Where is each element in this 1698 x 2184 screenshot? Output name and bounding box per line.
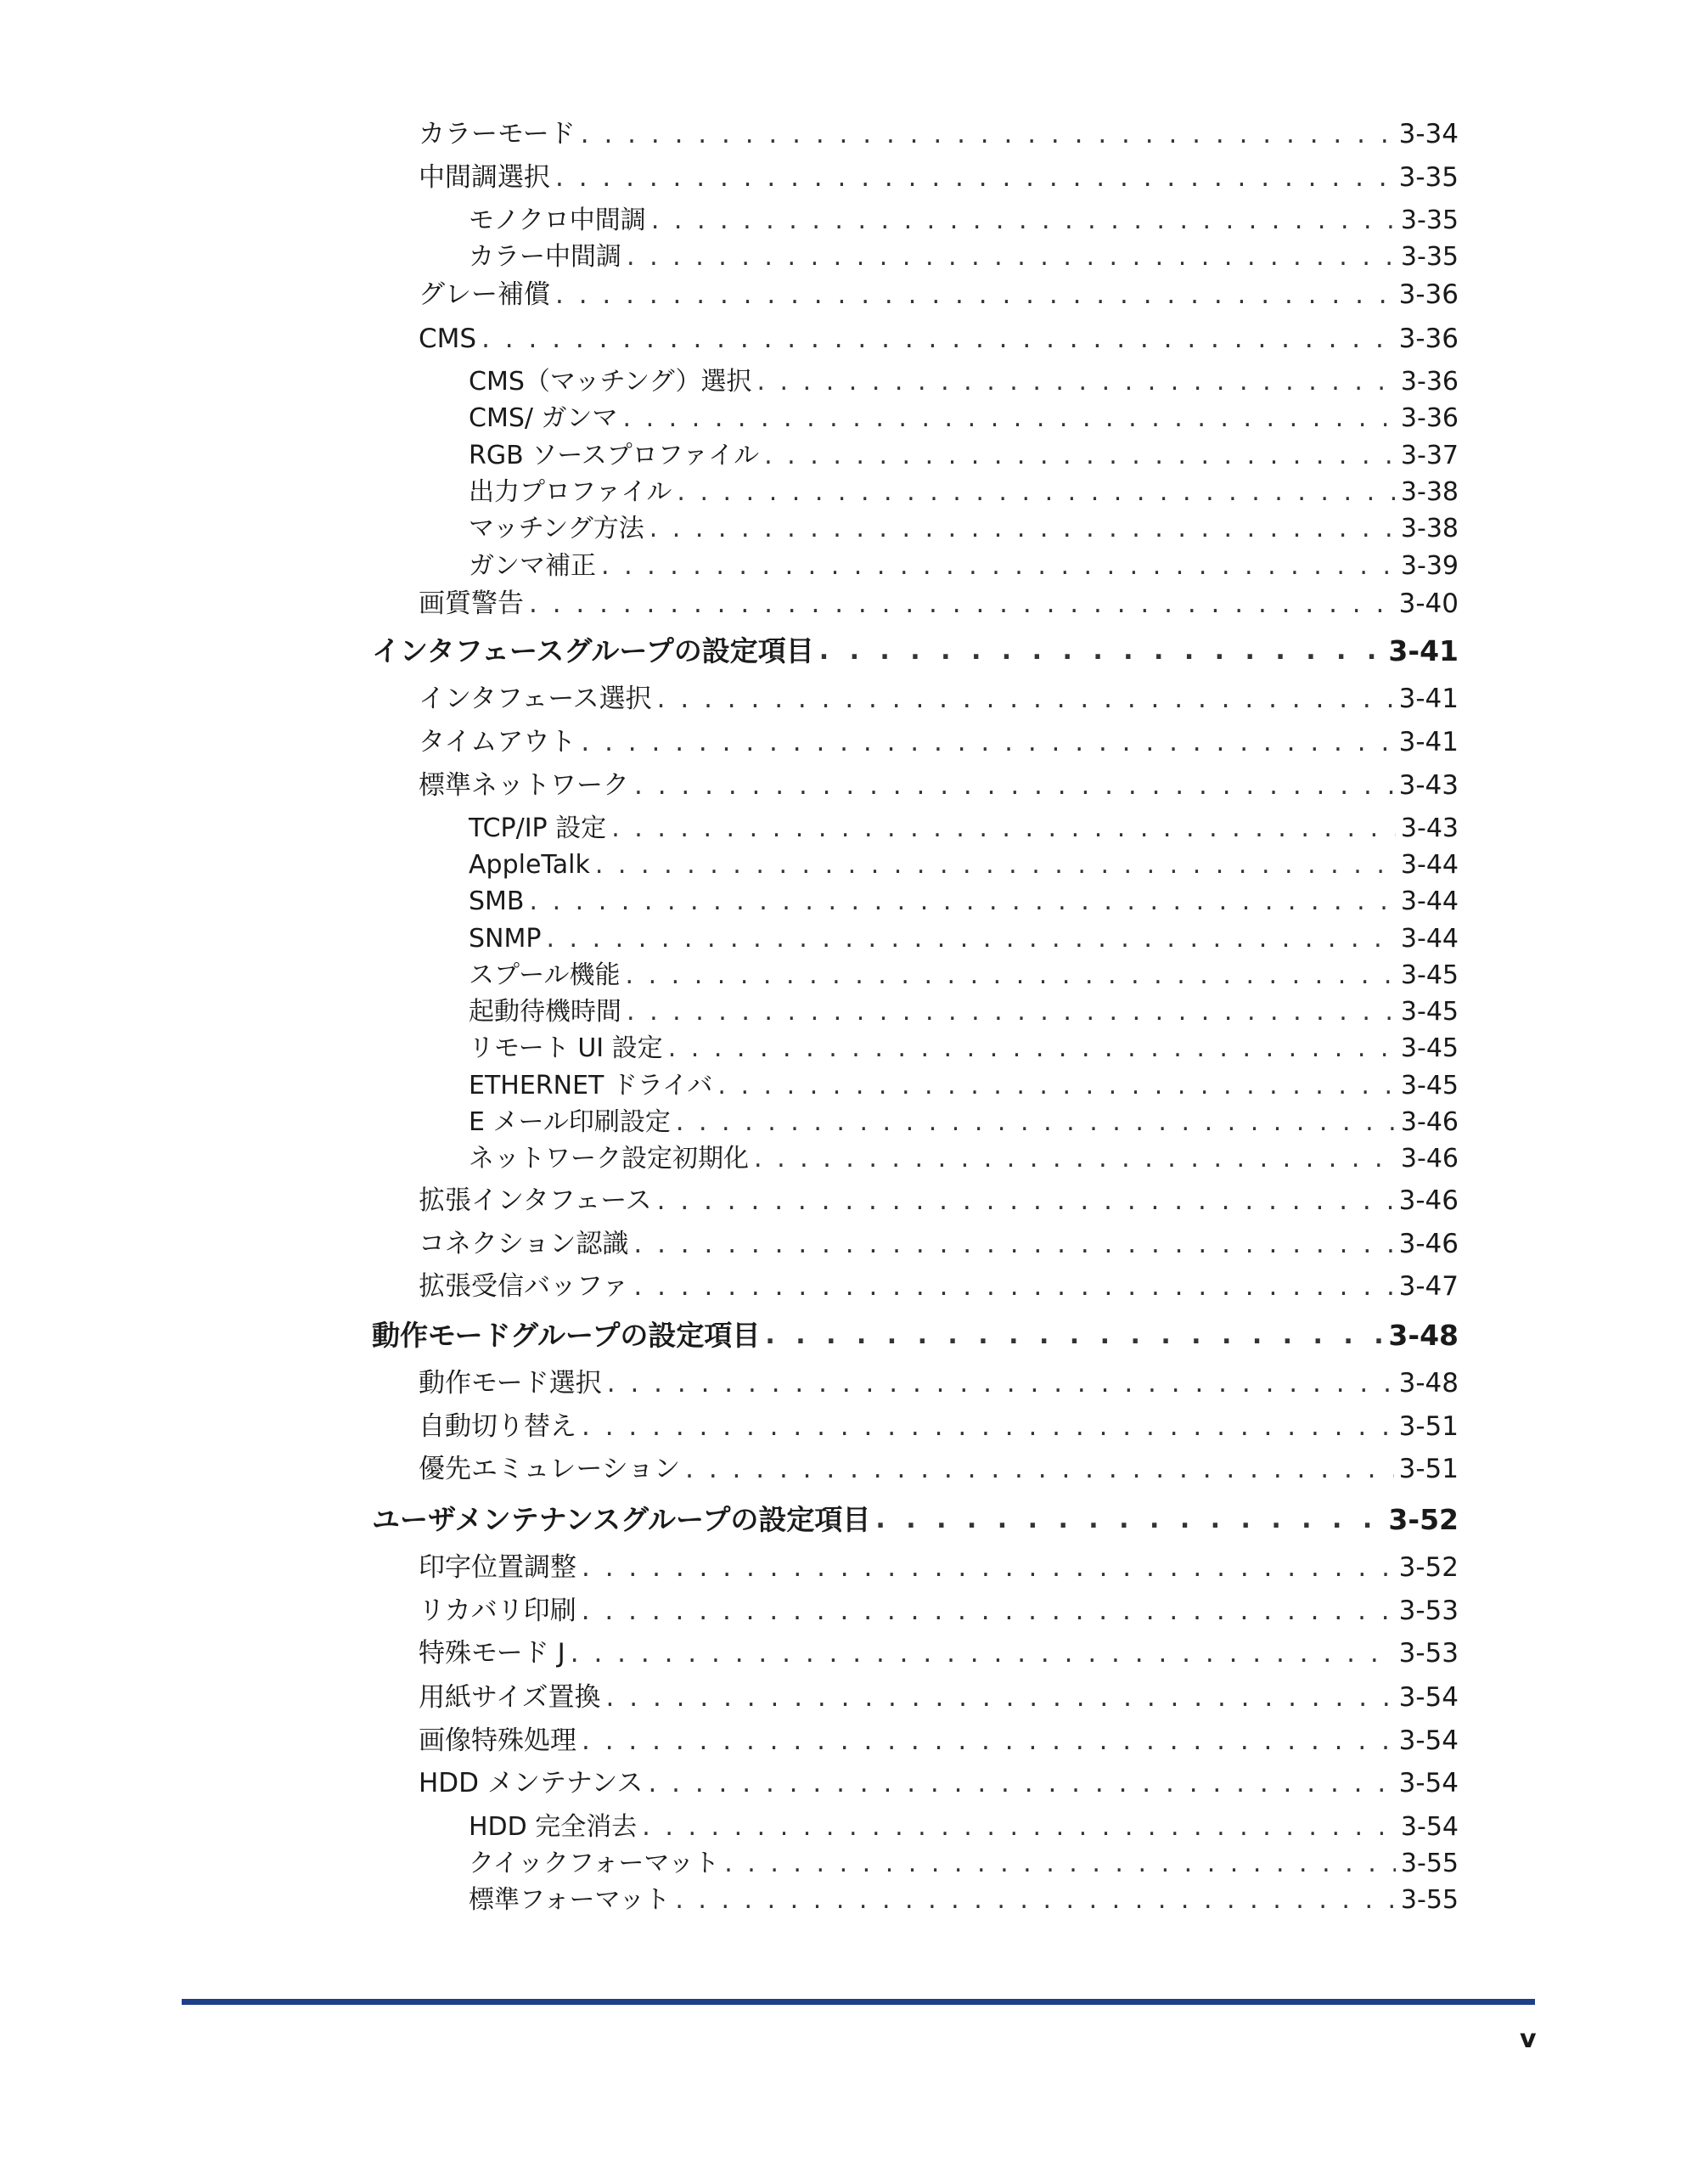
toc-entry-title: カラーモード [419,119,576,149]
toc-entry-title: SMB [469,887,525,916]
dot-leader [607,1366,1394,1400]
dot-leader [582,1724,1394,1758]
dot-leader [606,1680,1394,1714]
toc-entry[interactable] [419,278,1459,312]
dot-leader [601,550,1396,583]
toc-entry-page: 3-41 [1398,727,1459,757]
dot-leader [581,725,1393,759]
toc-entry[interactable] [469,366,1459,398]
toc-entry-title: 用紙サイズ置換 [419,1682,601,1713]
toc-entry[interactable] [469,1811,1459,1843]
toc-entry-title: RGB ソースプロファイル [469,441,760,470]
toc-entry-title: AppleTalk [469,850,590,880]
dot-leader [717,1070,1396,1102]
toc-entry-page: 3-53 [1398,1638,1459,1669]
toc-entry-page: 3-44 [1400,887,1459,916]
toc-entry[interactable] [419,1366,1459,1400]
toc-entry[interactable] [419,322,1459,356]
toc-entry-page: 3-52 [1388,1503,1459,1536]
toc-entry-title: 自動切り替え [419,1411,576,1442]
toc-entry-title: HDD メンテナンス [419,1768,644,1798]
toc-entry-page: 3-35 [1400,242,1459,272]
toc-entry-title: 印字位置調整 [419,1552,576,1583]
toc-entry-page: 3-51 [1398,1411,1459,1442]
toc-entry-title: 出力プロファイル [469,477,672,507]
toc-entry[interactable] [419,725,1459,759]
dot-leader [875,1501,1383,1539]
dot-leader [633,1227,1393,1261]
toc-entry-page: 3-41 [1388,634,1459,667]
dot-leader [642,1811,1396,1843]
toc-entry[interactable] [419,117,1459,151]
dot-leader [634,768,1394,802]
toc-entry[interactable] [469,996,1459,1028]
toc-entry-title: 動作モード選択 [419,1368,602,1399]
toc-entry[interactable] [419,1452,1459,1486]
dot-leader [481,322,1394,356]
dot-leader [595,849,1396,881]
toc-entry-page: 3-39 [1400,551,1459,581]
toc-entry[interactable] [419,1227,1459,1261]
toc-entry-page: 3-36 [1398,324,1459,354]
toc-entry-page: 3-45 [1400,960,1459,990]
dot-leader [582,1594,1394,1628]
toc-entry[interactable] [419,1410,1459,1444]
toc-entry-title: 拡張受信バッファ [419,1271,629,1302]
toc-entry[interactable] [469,205,1459,237]
toc-entry[interactable] [419,1636,1459,1670]
toc-entry-page: 3-36 [1400,367,1459,397]
toc-entry-title: 中間調選択 [419,162,550,193]
toc-section-entry[interactable] [372,1317,1459,1354]
toc-entry-title: E メール印刷設定 [469,1107,671,1137]
toc-section-entry[interactable] [372,633,1459,670]
dot-leader [611,813,1396,845]
toc-entry-page: 3-40 [1398,588,1459,619]
toc-entry-page: 3-48 [1398,1368,1459,1399]
toc-entry-page: 3-44 [1400,924,1459,954]
toc-entry-page: 3-54 [1398,1682,1459,1713]
dot-leader [529,587,1394,621]
dot-leader [555,160,1394,194]
toc-entry-title: HDD 完全消去 [469,1812,638,1842]
toc-entry-title: ネットワーク設定初期化 [469,1144,749,1174]
dot-leader [581,117,1394,151]
dot-leader [657,682,1394,716]
toc-entry-title: 優先エミュレーション [419,1454,681,1484]
dot-leader [633,1269,1393,1303]
toc-entry-title: インタフェースグループの設定項目 [372,634,814,667]
toc-entry-page: 3-46 [1400,1107,1459,1137]
toc-entry-title: カラー中間調 [469,242,621,272]
toc-entry-title: 画像特殊処理 [419,1725,576,1756]
toc-entry[interactable] [419,1594,1459,1628]
toc-entry[interactable] [469,476,1459,509]
toc-entry-title: リモート UI 設定 [469,1033,663,1063]
dot-leader [819,633,1384,670]
dot-leader [677,476,1396,509]
toc-entry-title: モノクロ中間調 [469,205,646,235]
toc-entry-page: 3-55 [1400,1885,1459,1915]
dot-leader [675,1884,1396,1917]
toc-entry-title: 画質警告 [419,588,524,619]
toc-entry-page: 3-43 [1400,813,1459,843]
toc-entry[interactable] [469,923,1459,955]
toc-entry-title: 標準フォーマット [469,1885,671,1915]
toc-entry-title: SNMP [469,924,542,954]
toc-entry-title: スプール機能 [469,960,621,990]
toc-entry-page: 3-34 [1398,119,1459,149]
toc-entry-page: 3-54 [1400,1812,1459,1842]
toc-entry[interactable] [469,849,1459,881]
page-number: v [1520,2024,1537,2054]
toc-entry[interactable] [469,402,1459,435]
toc-entry[interactable] [419,1766,1459,1800]
toc-entry-page: 3-51 [1398,1454,1459,1484]
dot-leader [626,960,1396,992]
toc-entry-page: 3-55 [1400,1849,1459,1878]
toc-entry-page: 3-45 [1400,1033,1459,1063]
toc-entry[interactable] [469,1848,1459,1880]
toc-entry[interactable] [419,682,1459,716]
toc-entry[interactable] [469,1106,1459,1139]
toc-entry[interactable] [419,1724,1459,1758]
toc-entry-page: 3-53 [1398,1596,1459,1626]
toc-entry-title: ガンマ補正 [469,551,596,581]
toc-entry-title: インタフェース選択 [419,684,652,714]
dot-leader [649,513,1396,545]
toc-entry-page: 3-35 [1400,205,1459,235]
toc-entry-page: 3-37 [1400,441,1459,470]
dot-leader [530,886,1396,918]
dot-leader [582,1410,1394,1444]
toc-entry-title: ユーザメンテナンスグループの設定項目 [372,1503,871,1536]
dot-leader [676,1106,1396,1139]
toc-entry[interactable] [469,440,1459,472]
toc-entry[interactable] [419,768,1459,802]
dot-leader [582,1551,1394,1585]
toc-entry-title: クイックフォーマット [469,1849,720,1878]
dot-leader [627,996,1396,1028]
toc-entry-page: 3-36 [1400,403,1459,433]
toc-entry-page: 3-45 [1400,997,1459,1027]
toc-entry-page: 3-48 [1388,1319,1459,1352]
toc-entry-title: 起動待機時間 [469,997,621,1027]
toc-entry-page: 3-45 [1400,1071,1459,1100]
toc-entry-title: 拡張インタフェース [419,1185,652,1216]
toc-entry-title: CMS（マッチング）選択 [469,367,752,397]
toc-entry-page: 3-46 [1398,1229,1459,1259]
toc-entry-page: 3-54 [1398,1768,1459,1798]
dot-leader [657,1184,1394,1218]
toc-entry-title: 特殊モード J [419,1638,565,1669]
dot-leader [756,366,1395,398]
toc-entry-page: 3-46 [1400,1144,1459,1174]
toc-entry[interactable] [469,1070,1459,1102]
toc-entry-page: 3-43 [1398,770,1459,801]
dot-leader [571,1636,1394,1670]
dot-leader [651,205,1396,237]
dot-leader [648,1766,1393,1800]
toc-entry-page: 3-46 [1398,1185,1459,1216]
toc-entry[interactable] [469,1143,1459,1175]
toc-entry[interactable] [469,513,1459,545]
dot-leader [754,1143,1396,1175]
toc-entry-page: 3-35 [1398,162,1459,193]
dot-leader [724,1848,1396,1880]
toc-entry-title: 動作モードグループの設定項目 [372,1319,761,1352]
toc-entry[interactable] [419,587,1459,621]
toc-entry-title: リカバリ印刷 [419,1596,576,1626]
toc-entry-page: 3-52 [1398,1552,1459,1583]
toc-entry[interactable] [419,1551,1459,1585]
toc-entry[interactable] [469,550,1459,583]
toc-entry-page: 3-44 [1400,850,1459,880]
toc-entry-title: ETHERNET ドライバ [469,1071,713,1100]
dot-leader [765,1317,1383,1354]
toc-entry[interactable] [419,1184,1459,1218]
toc-entry[interactable] [469,1884,1459,1917]
toc-entry-title: コネクション認識 [419,1229,629,1259]
dot-leader [764,440,1396,472]
toc-entry-title: CMS/ ガンマ [469,403,618,433]
dot-leader [555,278,1394,312]
toc-entry-title: マッチング方法 [469,514,644,543]
toc-entry-title: タイムアウト [419,727,576,757]
dot-leader [627,241,1396,273]
toc-entry-page: 3-36 [1398,279,1459,310]
toc-entry-page: 3-38 [1400,477,1459,507]
toc-entry-title: TCP/IP 設定 [469,813,607,843]
toc-entry[interactable] [469,813,1459,845]
toc-entry-title: CMS [419,324,477,354]
toc-entry[interactable] [419,160,1459,194]
toc-entry[interactable] [469,960,1459,992]
dot-leader [623,402,1396,435]
dot-leader [546,923,1395,955]
toc-section-entry[interactable] [372,1501,1459,1539]
toc-entry-page: 3-41 [1398,684,1459,714]
toc-entry-page: 3-54 [1398,1725,1459,1756]
toc-entry[interactable] [469,241,1459,273]
toc-entry-page: 3-38 [1400,514,1459,543]
toc-entry[interactable] [469,1033,1459,1065]
dot-leader [668,1033,1396,1065]
toc-entry-title: 標準ネットワーク [419,770,629,801]
toc-entry[interactable] [419,1680,1459,1714]
dot-leader [685,1452,1394,1486]
footer-rule [182,1999,1535,2005]
toc-entry[interactable] [419,1269,1459,1303]
toc-entry-page: 3-47 [1398,1271,1459,1302]
toc-entry-title: グレー補償 [419,279,550,310]
toc-entry[interactable] [469,886,1459,918]
